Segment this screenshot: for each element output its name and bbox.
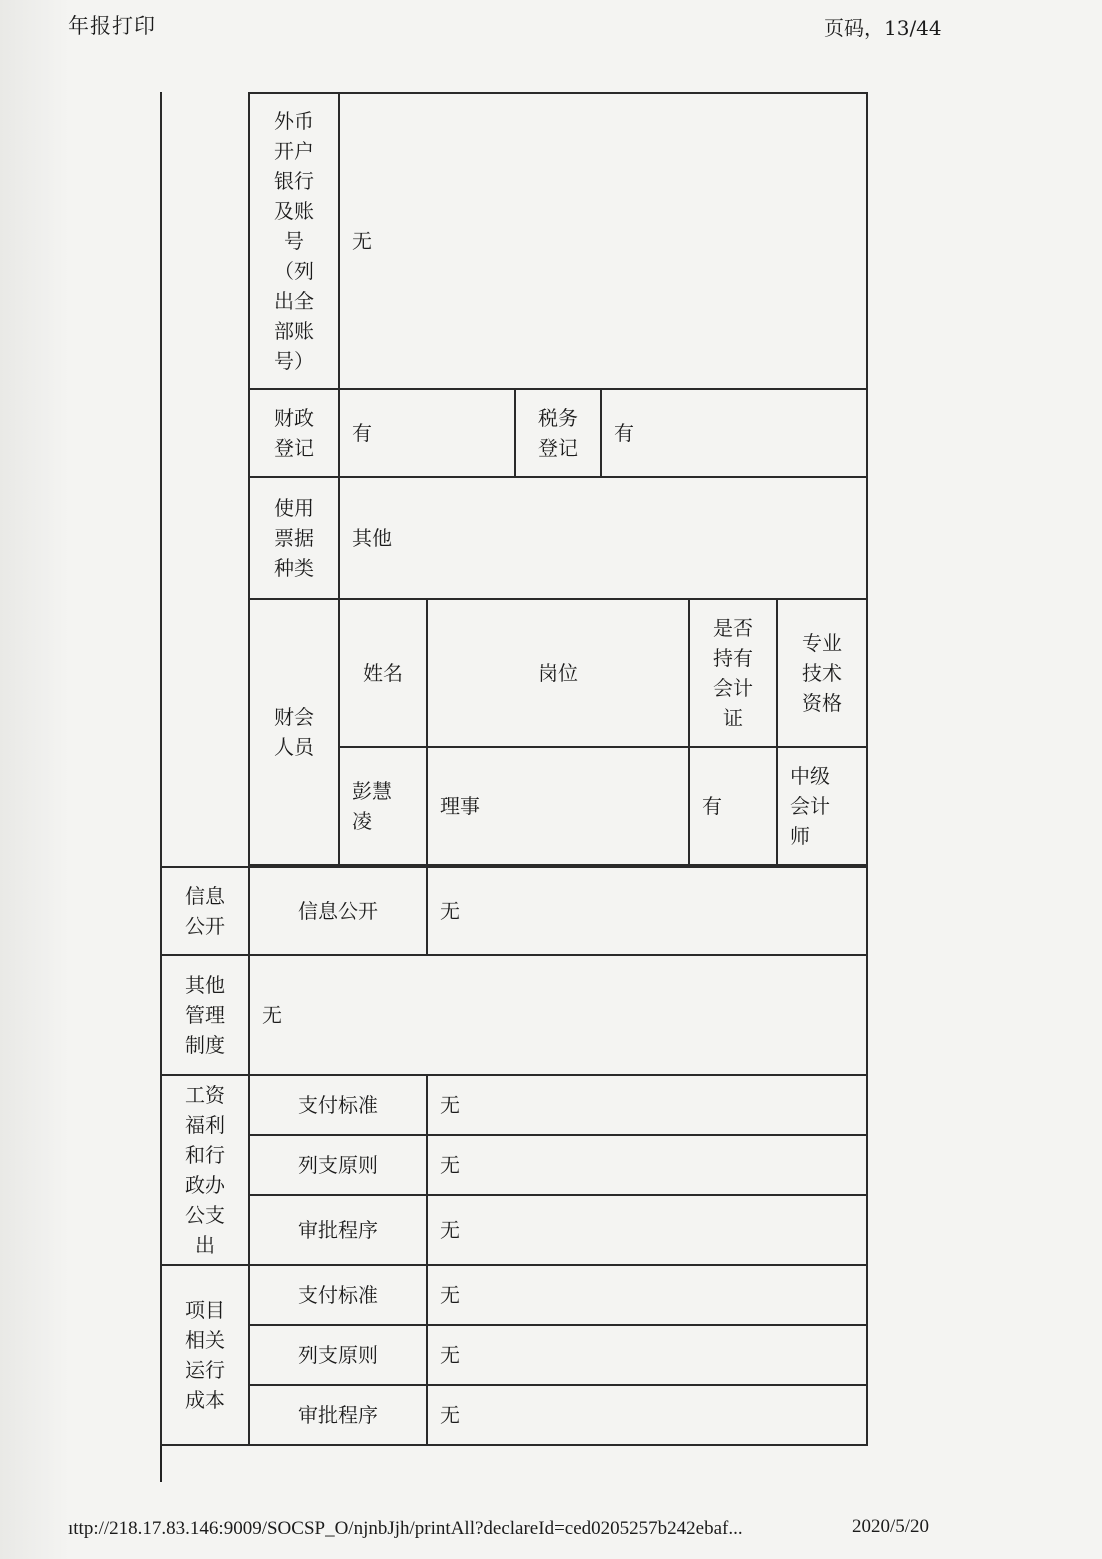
tax-registration-value: 有 [614,421,634,445]
bill-type-value-cell [339,477,867,599]
salary-welfare-section-cell [161,1075,249,1265]
page-indicator: 页码，13/44 [824,16,942,40]
project-costs-value-cell [427,1325,867,1385]
fiscal-registration-value: 有 [352,421,372,445]
tax-registration-label: 税务登记 [538,406,578,460]
registration-row [161,389,867,477]
foreign-account-label: 外币开户银行及账号（列出全部账号） [274,109,314,373]
project-costs-label-cell [249,1265,427,1325]
salary-welfare-value-cell [427,1075,867,1135]
foreign-account-label-cell [249,93,339,389]
info-disclosure-item-cell [249,867,427,955]
other-management-section-cell [161,955,249,1075]
info-disclosure-item-label: 信息公开 [298,899,378,923]
info-disclosure-section-label: 信息公开 [185,884,225,938]
salary-welfare-row [161,1135,867,1195]
foreign-account-row [161,93,867,389]
salary-welfare-label-cell [249,1135,427,1195]
footer-date: 2020/5/20 [852,1516,930,1537]
document-header-title: 年报打印 [68,14,156,38]
info-disclosure-value-cell [427,867,867,955]
project-approval-procedure-value: 无 [440,1403,460,1427]
salary-welfare-row [161,1195,867,1265]
project-costs-section-label: 项目相关运行成本 [185,1298,225,1412]
fiscal-registration-value-cell [339,389,515,477]
footer-url: ıttp://218.17.83.146:9009/SOCSP_O/njnbJjh/printAll?declareId=ced0205257b242ebaf... [68,1518,743,1539]
bill-type-value: 其他 [352,526,392,550]
staff-name-header: 姓名 [363,661,403,685]
bill-type-label-cell [249,477,339,599]
project-costs-value-cell [427,1265,867,1325]
project-payment-standard-value: 无 [440,1283,460,1307]
tax-registration-value-cell [601,389,867,477]
bill-type-row [161,477,867,599]
project-expense-principle-value: 无 [440,1343,460,1367]
project-costs-label-cell [249,1325,427,1385]
salary-welfare-value-cell [427,1135,867,1195]
salary-payment-standard-label: 支付标准 [298,1093,378,1117]
accounting-staff-header-row [161,599,867,747]
staff-qualification-header: 专业技术资格 [802,631,843,715]
foreign-account-value: 无 [352,229,372,253]
accounting-staff-label: 财会人员 [274,705,314,759]
project-payment-standard-label: 支付标准 [298,1283,378,1307]
staff-certificate-header-cell [689,599,777,747]
staff-name-header-cell [339,599,427,747]
project-costs-label-cell [249,1385,427,1445]
finance-management-table [160,92,868,1446]
project-approval-procedure-label: 审批程序 [298,1403,378,1427]
staff-certificate-cell [689,747,777,865]
info-disclosure-value: 无 [440,899,460,923]
continued-section-cell [161,93,249,867]
scan-edge-shading [0,0,70,1559]
info-disclosure-section-cell [161,867,249,955]
salary-welfare-row [161,1075,867,1135]
staff-qualification-cell [777,747,867,865]
project-costs-section-cell [161,1265,249,1445]
fiscal-registration-label: 财政登记 [274,406,314,460]
salary-approval-procedure-value: 无 [440,1218,460,1242]
other-management-row [161,955,867,1075]
staff-position-cell [427,747,689,865]
salary-welfare-value-cell [427,1195,867,1265]
other-management-section-label: 其他管理制度 [185,973,225,1057]
project-costs-value-cell [427,1385,867,1445]
staff-qualification: 中级会计师 [790,764,830,848]
fiscal-registration-label-cell [249,389,339,477]
project-expense-principle-label: 列支原则 [298,1343,378,1367]
staff-certificate-header: 是否持有会计证 [713,616,753,730]
salary-welfare-label-cell [249,1075,427,1135]
staff-position-header: 岗位 [538,661,578,685]
staff-position: 理事 [440,794,480,818]
other-management-value: 无 [262,1003,282,1027]
other-management-value-cell [249,955,867,1075]
foreign-account-value-cell [339,93,867,389]
staff-certificate: 有 [702,794,722,818]
staff-qualification-header-cell [777,599,867,747]
staff-name-cell [339,747,427,865]
annual-report-form [160,92,866,1452]
salary-expense-principle-value: 无 [440,1153,460,1177]
staff-position-header-cell [427,599,689,747]
project-costs-row [161,1325,867,1385]
info-disclosure-row [161,867,867,955]
salary-expense-principle-label: 列支原则 [298,1153,378,1177]
salary-welfare-section-label: 工资福利和行政办公支出 [185,1083,225,1257]
salary-approval-procedure-label: 审批程序 [298,1218,378,1242]
project-costs-row [161,1385,867,1445]
salary-welfare-label-cell [249,1195,427,1265]
bill-type-label: 使用票据种类 [274,496,314,580]
tax-registration-label-cell [515,389,601,477]
accounting-staff-label-cell [249,599,339,865]
salary-payment-standard-value: 无 [440,1093,460,1117]
staff-name: 彭慧凌 [352,779,392,833]
project-costs-row [161,1265,867,1325]
